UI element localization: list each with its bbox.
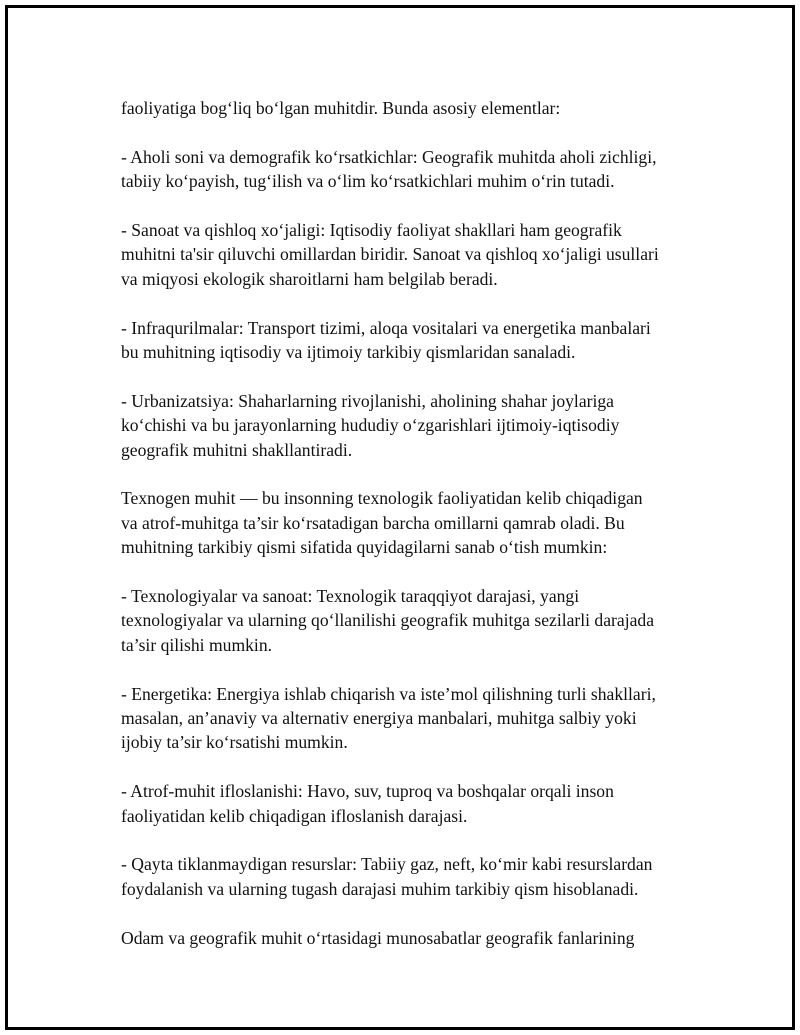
text-line: - Infraqurilmalar: Transport tizimi, aloqa vositalari va energetika manbalari [121, 317, 651, 338]
text-line: va atrof-muhitga ta’sir ko‘rsatadigan barcha omillarni qamrab oladi. Bu [121, 512, 625, 533]
paragraph [121, 779, 711, 828]
text-line: ta’sir qilishi mumkin. [121, 634, 273, 655]
text-line: tabiiy ko‘payish, tug‘ilish va o‘lim ko‘rsatkichlari muhim o‘rin tutadi. [121, 171, 615, 192]
text-line: muhitni ta'sir qiluvchi omillardan biridir. Sanoat va qishloq xo‘jaligi usullari [121, 244, 659, 265]
document-body [121, 96, 711, 974]
page-frame [5, 5, 795, 1030]
text-line: texnologiyalar va ularning qo‘llanilishi geografik muhitga sezilarli darajada [121, 610, 655, 631]
text-line: ijobiy ta’sir ko‘rsatishi mumkin. [121, 732, 348, 753]
text-line: muhitning tarkibiy qismi sifatida quyidagilarni sanab o‘tish mumkin: [121, 537, 608, 558]
text-line: geografik muhitni shakllantiradi. [121, 439, 353, 460]
text-line: masalan, an’anaviy va alternativ energiya manbalari, muhitga salbiy yoki [121, 708, 637, 729]
paragraph [121, 584, 711, 657]
text-line: - Energetika: Energiya ishlab chiqarish va iste’mol qilishning turli shakllari, [121, 683, 656, 704]
text-line: ko‘chishi va bu jarayonlarning hududiy o‘zgarishlari ijtimoiy-iqtisodiy [121, 415, 620, 436]
text-line: - Aholi soni va demografik ko‘rsatkichlar: Geografik muhitda aholi zichligi, [121, 146, 657, 167]
text-line: Odam va geografik muhit o‘rtasidagi munosabatlar geografik fanlarining [121, 927, 635, 948]
text-line: faoliyatidan kelib chiqadigan ifloslanish darajasi. [121, 805, 468, 826]
text-line: - Qayta tiklanmaydigan resurslar: Tabiiy gaz, neft, ko‘mir kabi resurslardan [121, 854, 653, 875]
paragraph [121, 852, 711, 901]
paragraph [121, 96, 711, 120]
text-line: - Sanoat va qishloq xo‘jaligi: Iqtisodiy faoliyat shakllari ham geografik [121, 220, 622, 240]
paragraph [121, 389, 711, 462]
text-line: - Texnologiyalar va sanoat: Texnologik taraqqiyot darajasi, yangi [121, 586, 580, 607]
text-line: - Atrof-muhit ifloslanishi: Havo, suv, tuproq va boshqalar orqali inson [121, 781, 614, 802]
paragraph [121, 145, 711, 194]
paragraph [121, 926, 711, 950]
paragraph [121, 486, 711, 559]
text-line: - Urbanizatsiya: Shaharlarning rivojlanishi, aholining shahar joylariga [121, 390, 614, 411]
paragraph [121, 218, 711, 291]
text-line: Texnogen muhit — bu insonning texnologik faoliyatidan kelib chiqadigan [121, 488, 643, 509]
text-line: bu muhitning iqtisodiy va ijtimoiy tarkibiy qismlaridan sanaladi. [121, 342, 576, 363]
text-line: va miqyosi ekologik sharoitlarni ham belgilab beradi. [121, 268, 498, 289]
paragraph [121, 316, 711, 365]
paragraph [121, 682, 711, 755]
text-line: foydalanish va ularning tugash darajasi muhim tarkibiy qism hisoblanadi. [121, 878, 639, 899]
text-line: faoliyatiga bog‘liq bo‘lgan muhitdir. Bunda asosiy elementlar: [121, 98, 561, 118]
